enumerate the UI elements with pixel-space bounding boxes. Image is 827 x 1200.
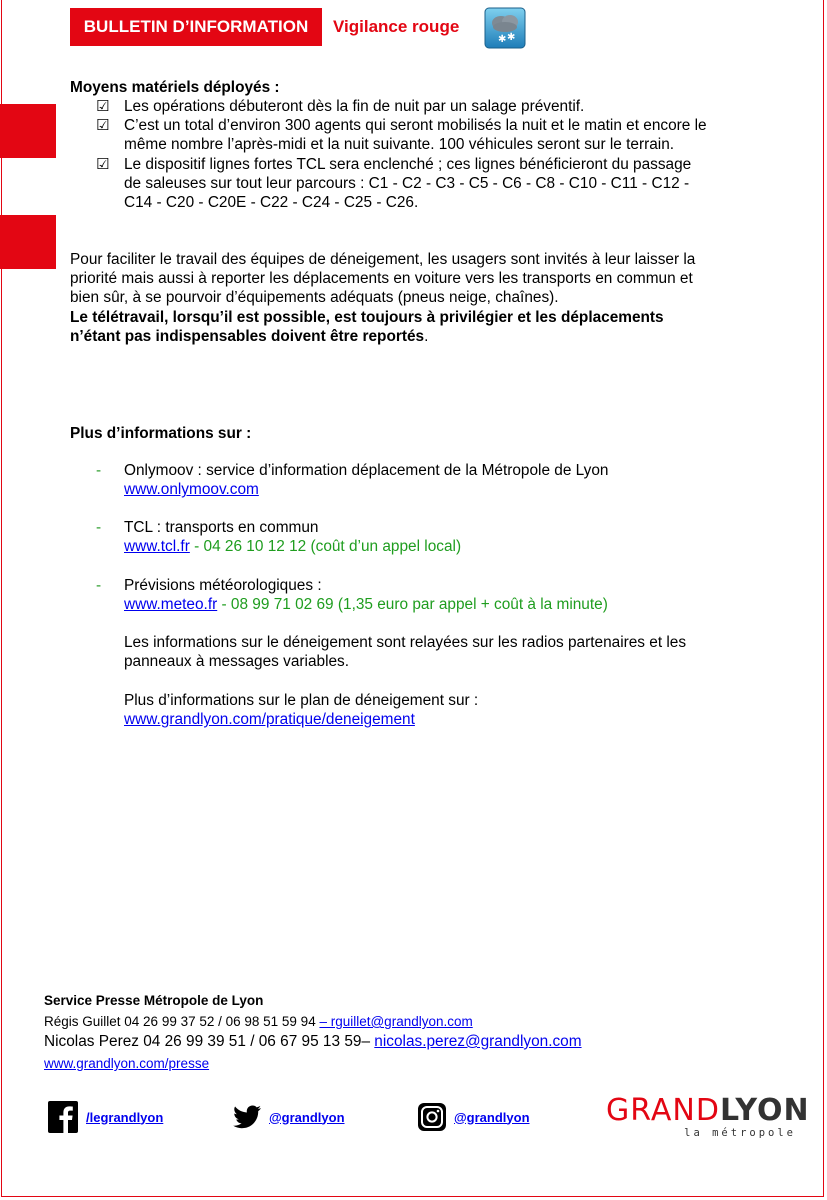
instagram-social[interactable] <box>418 1100 530 1134</box>
svg-text:✱: ✱ <box>507 32 516 43</box>
side-red-mark-top <box>0 104 56 158</box>
side-red-mark-bottom <box>0 215 56 269</box>
contact-regis: Régis Guillet 04 26 99 37 52 / 06 98 51 59 94 – rguillet@grandlyon.com <box>44 1014 473 1029</box>
bullet-dash: - <box>96 462 102 479</box>
checkbox-checked-icon: ☑ <box>96 155 110 173</box>
grandlyon-logo: GRANDLYON la métropole <box>606 1093 810 1139</box>
facebook-social[interactable] <box>48 1100 163 1134</box>
plan-paragraph: Plus d’informations sur le plan de déneigement sur : www.grandlyon.com/pratique/deneigement <box>124 692 479 729</box>
tcl-phone: - 04 26 10 12 12 (coût d’un appel local) <box>189 538 462 556</box>
press-link-line <box>44 1055 209 1072</box>
regis-email-link[interactable]: – rguillet@grandlyon.com <box>319 1014 473 1029</box>
press-service-title: Service Presse Métropole de Lyon <box>44 993 264 1008</box>
twitter-icon <box>233 1105 261 1129</box>
bullet-dash: - <box>96 519 102 536</box>
bullet-dash: - <box>96 577 102 594</box>
checklist-item: ☑ C’est un total d’environ 300 agents qui seront mobilisés la nuit et le matin et encore le même nombre l’après-midi et la nuit suivante. 100 véhicules seront sur le terrain. <box>96 116 707 154</box>
advice-paragraph: Pour faciliter le travail des équipes de déneigement, les usagers sont invités à leur laisser la priorité mais aussi à reporter les déplacements en voiture vers les transports en commun et bien sûr, à se pourvoir d’équipements adéquats (pneus neige, chaînes). Le télétravail, lorsqu’il est possible, est toujours à privilégier et les déplacements n’étant pas indispensables doivent être reportés. <box>70 251 696 345</box>
instagram-handle[interactable]: @grandlyon <box>454 1109 530 1125</box>
nicolas-email-link[interactable]: nicolas.perez@grandlyon.com <box>374 1033 582 1050</box>
bulletin-badge: BULLETIN D’INFORMATION <box>70 8 322 46</box>
checkbox-checked-icon: ☑ <box>96 97 110 115</box>
contact-nicolas: Nicolas Perez 04 26 99 39 51 / 06 67 95 13 59– nicolas.perez@grandlyon.com <box>44 1033 582 1050</box>
meteo-link[interactable]: www.meteo.fr <box>124 596 218 614</box>
instagram-icon <box>418 1103 446 1131</box>
onlymoov-entry: Onlymoov : service d’information déplacement de la Métropole de Lyon www.onlymoov.com <box>124 462 609 499</box>
facebook-icon <box>48 1101 78 1133</box>
tcl-entry: TCL : transports en commun www.tcl.fr - 04 26 10 12 12 (coût d’un appel local) <box>124 519 462 556</box>
tcl-link[interactable]: www.tcl.fr <box>124 538 190 556</box>
facebook-handle[interactable]: /legrandlyon <box>86 1109 164 1125</box>
plan-link[interactable]: www.grandlyon.com/pratique/deneigement <box>124 711 415 729</box>
twitter-social[interactable] <box>233 1100 345 1134</box>
checkbox-checked-icon: ☑ <box>96 116 110 134</box>
vigilance-label: Vigilance rouge <box>333 17 460 36</box>
meteo-entry: Prévisions météorologiques : www.meteo.fr - 08 99 71 02 69 (1,35 euro par appel + coût à la minute) <box>124 577 608 614</box>
twitter-handle[interactable]: @grandlyon <box>269 1109 345 1125</box>
moyens-title: Moyens matériels déployés : <box>70 79 280 96</box>
checklist-item: ☑ Les opérations débuteront dès la fin de nuit par un salage préventif. <box>96 97 585 115</box>
more-info-title: Plus d’informations sur : <box>70 425 252 442</box>
meteo-phone: - 08 99 71 02 69 (1,35 euro par appel + coût à la minute) <box>217 596 608 614</box>
checklist-item: ☑ Le dispositif lignes fortes TCL sera enclenché ; ces lignes bénéficieront du passage de saleuses sur tout leur parcours : C1 - C2 - C3 - C5 - C6 - C8 - C10 - C11 - C12 - C14 - C20 - C20E - C22 - C24 - C25 - C26. <box>96 155 692 212</box>
press-link[interactable]: www.grandlyon.com/presse <box>44 1056 210 1071</box>
svg-text:✱: ✱ <box>498 34 507 45</box>
snow-weather-icon <box>484 7 526 49</box>
onlymoov-link[interactable]: www.onlymoov.com <box>124 481 259 499</box>
radios-paragraph: Les informations sur le déneigement sont relayées sur les radios partenaires et les panneaux à messages variables. <box>124 634 687 671</box>
